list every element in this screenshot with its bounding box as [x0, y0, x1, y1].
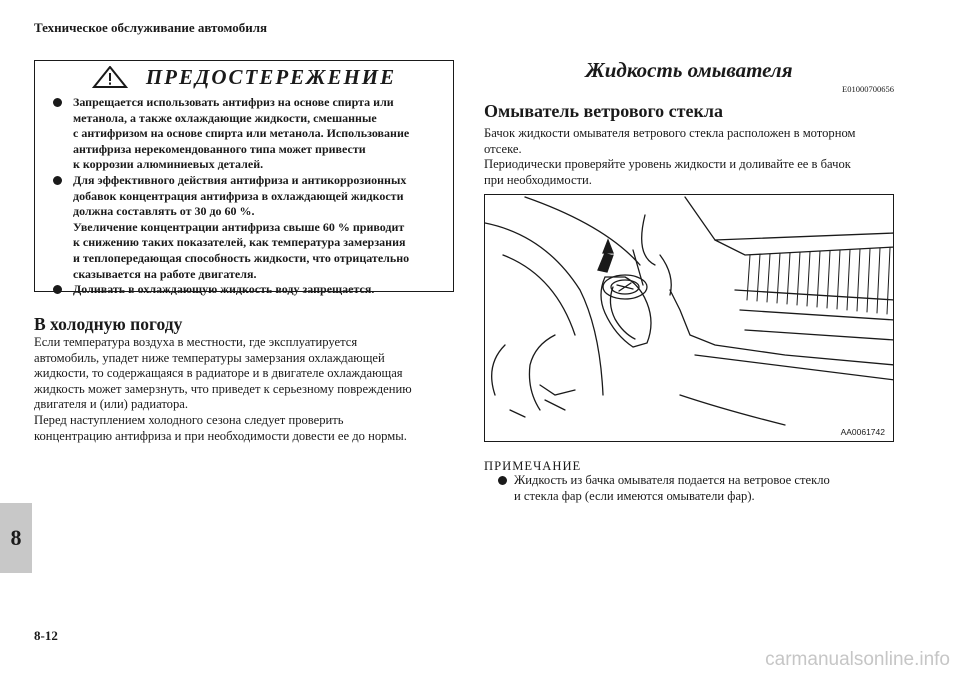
note-heading: ПРИМЕЧАНИЕ	[484, 459, 582, 473]
warning-item-text: Для эффективного действия антифриза и антикоррозионных добавок концентрация антифриза в охлаждающей жидкости должна составлять от 30 до 60 %. Увеличение концентрации антифриза свыше 60 % приводит к снижению таких показателей, как температура замерзания и теплопередающая способность жидкости, что отрицательно сказывается на работе двигателя.	[73, 172, 410, 281]
page-header: Техническое обслуживание автомобиля	[34, 20, 268, 35]
windshield-washer-heading: Омыватель ветрового стекла	[484, 101, 723, 121]
figure-code: AA0061742	[840, 427, 885, 437]
warning-item-text: Запрещается использовать антифриз на основе спирта или метанола, а также охлаждающие жидкости, смешанные с антифризом на основе спирта или метанола. Использование антифриза нерекомендованного типа может привести к коррозии алюминиевых деталей.	[73, 95, 410, 172]
engine-bay-drawing	[485, 195, 894, 442]
warning-box	[34, 60, 454, 297]
bullet-icon	[53, 176, 62, 185]
page-number: 8-12	[34, 628, 58, 643]
note-item-text: Жидкость из бачка омывателя подается на ветровое стекло и стекла фар (если имеются омыватели фар).	[514, 473, 830, 503]
warning-header	[35, 61, 453, 93]
warning-item	[49, 95, 445, 173]
section-code: E01000700656	[842, 84, 894, 94]
warning-title: ПРЕДОСТЕРЕЖЕНИЕ	[145, 64, 397, 89]
warning-triangle-icon	[92, 66, 128, 88]
windshield-washer-text: Бачок жидкости омывателя ветрового стекла расположен в моторном отсеке. Периодически проверяйте уровень жидкости и доливайте ее в бачок при необходимости.	[484, 126, 856, 187]
bullet-icon	[53, 98, 62, 107]
warning-list	[49, 95, 445, 298]
warning-item-text: Доливать в охлаждающую жидкость воду запрещается.	[73, 282, 375, 297]
warning-item	[49, 173, 445, 282]
washer-reservoir-illustration	[484, 194, 894, 442]
bullet-icon	[498, 476, 507, 485]
chapter-tab: 8	[0, 503, 32, 573]
cold-weather-text: Если температура воздуха в местности, где эксплуатируется автомобиль, упадет ниже температуры замерзания охлаждающей жидкости, то содержащаяся в радиаторе и в двигателе охлаждающая жидкость может замерзнуть, что приведет к серьезному повреждению двигателя и (или) радиатора. Перед наступлением холодного сезона следует проверить концентрацию антифриза и при необходимости довести ее до нормы.	[34, 335, 412, 443]
warning-item	[49, 282, 445, 298]
cold-weather-heading: В холодную погоду	[34, 314, 183, 334]
bullet-icon	[53, 285, 62, 294]
watermark: carmanualsonline.info	[765, 649, 950, 670]
washer-fluid-heading: Жидкость омывателя	[585, 58, 793, 82]
note-item	[498, 473, 914, 504]
